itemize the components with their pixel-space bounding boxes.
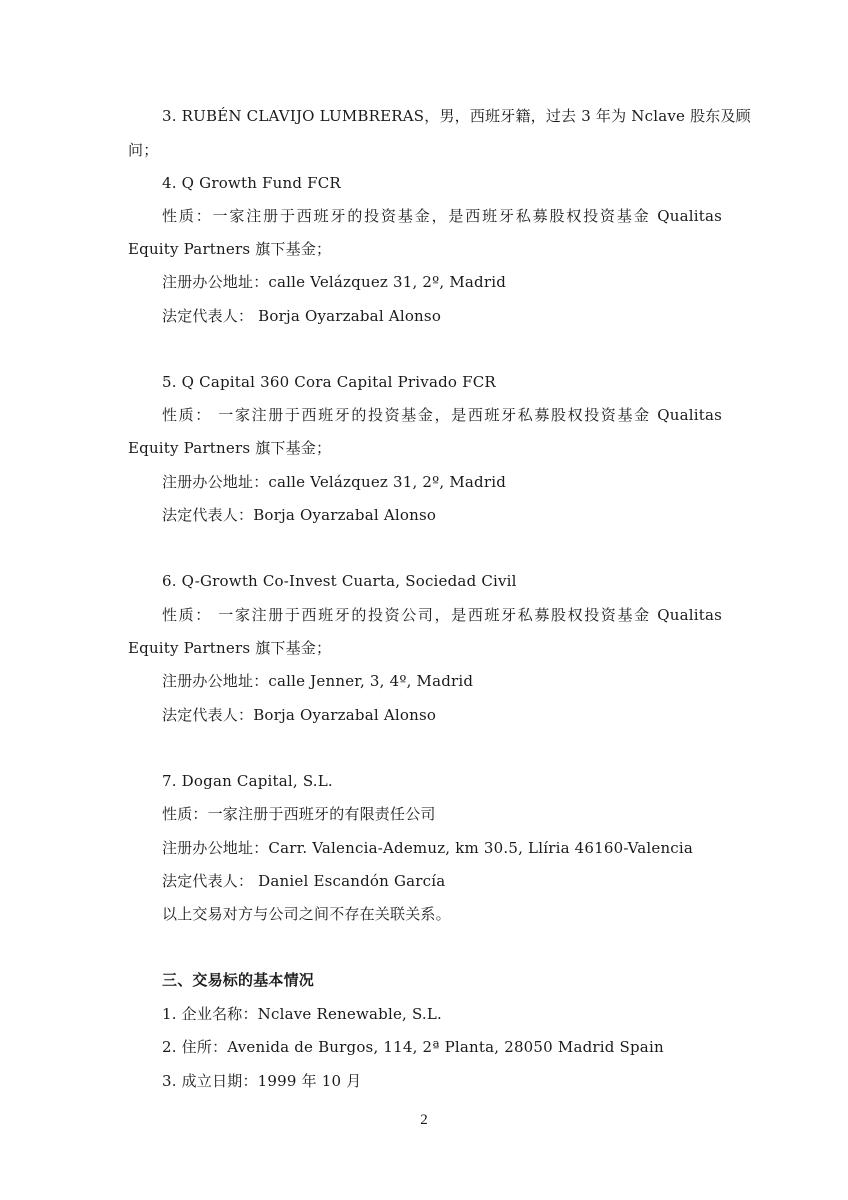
party-6-title: 6. Q-Growth Co-Invest Cuarta, Sociedad Civil xyxy=(162,572,517,590)
party-7-nature: 性质：一家注册于西班牙的有限责任公司 xyxy=(162,805,436,823)
party-7-address: 注册办公地址：Carr. Valencia-Ademuz, km 30.5, Llíria 46160-Valencia xyxy=(162,839,694,857)
party-4-representative: 法定代表人： Borja Oyarzabal Alonso xyxy=(162,307,442,325)
party-6-representative: 法定代表人：Borja Oyarzabal Alonso xyxy=(162,706,437,724)
paragraph-3-line-2: 问； xyxy=(128,141,159,159)
party-5-address: 注册办公地址：calle Velázquez 31, 2º, Madrid xyxy=(162,473,506,491)
party-5-title: 5. Q Capital 360 Cora Capital Privado FCR xyxy=(162,373,496,391)
section-3-item-2: 2. 住所：Avenida de Burgos, 114, 2ª Planta, 28050 Madrid Spain xyxy=(162,1038,664,1056)
party-6-nature-line-2: Equity Partners 旗下基金； xyxy=(128,639,332,657)
party-6-nature-line-1: 性质： 一家注册于西班牙的投资公司，是西班牙私募股权投资基金 Qualitas xyxy=(162,606,722,624)
party-7-representative: 法定代表人： Daniel Escandón García xyxy=(162,872,446,890)
party-4-title: 4. Q Growth Fund FCR xyxy=(162,174,341,192)
party-4-address: 注册办公地址：calle Velázquez 31, 2º, Madrid xyxy=(162,273,506,291)
section-3-item-1: 1. 企业名称：Nclave Renewable, S.L. xyxy=(162,1005,443,1023)
party-5-nature-line-1: 性质： 一家注册于西班牙的投资基金，是西班牙私募股权投资基金 Qualitas xyxy=(162,406,722,424)
paragraph-3-line-1: 3. RUBÉN CLAVIJO LUMBRERAS，男，西班牙籍，过去 3 年为 Nclave 股东及顾 xyxy=(162,107,751,125)
page-number: 2 xyxy=(420,1112,428,1128)
party-4-nature-line-2: Equity Partners 旗下基金； xyxy=(128,240,332,258)
section-3-item-3: 3. 成立日期：1999 年 10 月 xyxy=(162,1072,362,1090)
party-5-nature-line-2: Equity Partners 旗下基金； xyxy=(128,439,332,457)
party-7-title: 7. Dogan Capital, S.L. xyxy=(162,772,333,790)
no-relation-statement: 以上交易对方与公司之间不存在关联关系。 xyxy=(162,905,451,923)
party-6-address: 注册办公地址：calle Jenner, 3, 4º, Madrid xyxy=(162,672,474,690)
party-4-nature-line-1: 性质：一家注册于西班牙的投资基金，是西班牙私募股权投资基金 Qualitas xyxy=(162,207,722,225)
party-5-representative: 法定代表人：Borja Oyarzabal Alonso xyxy=(162,506,437,524)
section-3-heading: 三、交易标的基本情况 xyxy=(162,971,315,989)
